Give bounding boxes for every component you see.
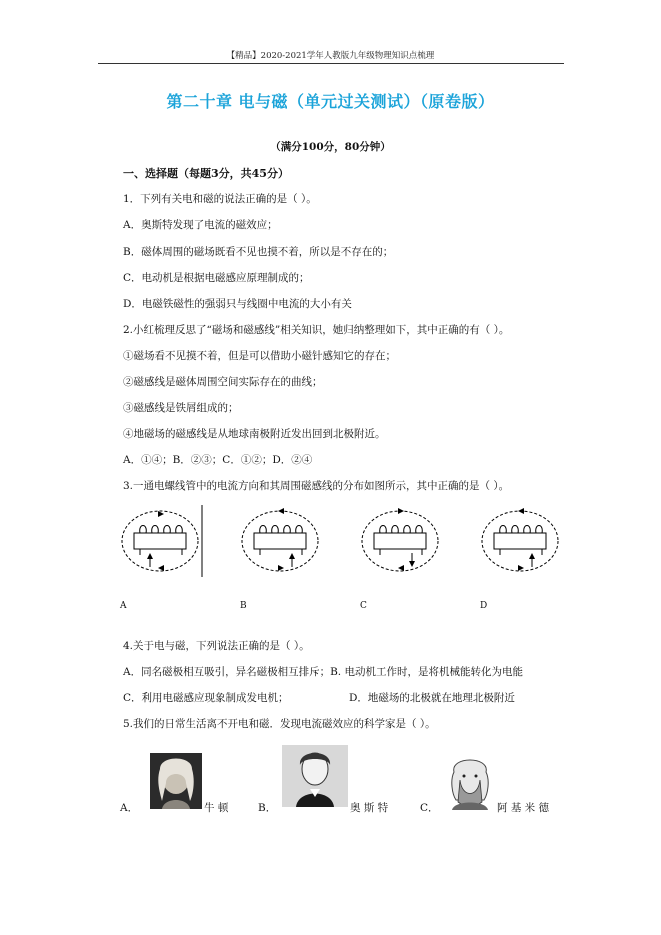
archimedes-portrait-image xyxy=(444,750,496,810)
solenoid-diagram-a xyxy=(118,505,204,577)
question-2-choices: A．①④；B．②③；C．①②；D．②④ xyxy=(123,454,313,466)
question-2-item-4: ④地磁场的磁感线是从地球南极附近发出回到北极附近。 xyxy=(123,428,386,440)
header-divider xyxy=(98,63,564,64)
solenoid-diagram-d xyxy=(478,505,564,577)
question-1-option-b: B．磁体周围的磁场既看不见也摸不着，所以是不存在的； xyxy=(123,246,394,258)
question-1-option-c: C．电动机是根据电磁感应原理制成的； xyxy=(123,272,310,284)
question-5-option-c-name: 阿 基 米 德 xyxy=(497,802,550,814)
diagram-label-c: C xyxy=(360,601,367,611)
question-5-stem: 5.我们的日常生活离不开电和磁．发现电流磁效应的科学家是（ ）。 xyxy=(123,718,436,730)
diagram-label-d: D xyxy=(480,601,488,611)
newton-portrait-image xyxy=(150,753,202,809)
page-header: 【精品】2020-2021学年人教版九年级物理知识点梳理 xyxy=(226,51,435,61)
question-4-stem: 4.关于电与磁，下列说法正确的是（ ）。 xyxy=(123,640,310,652)
question-2-item-1: ①磁场看不见摸不着，但是可以借助小磁针感知它的存在； xyxy=(123,350,396,362)
question-5-option-c-prefix: C． xyxy=(420,802,439,814)
question-3-stem: 3.一通电螺线管中的电流方向和其周围磁感线的分布如图所示，其中正确的是（ ）。 xyxy=(123,480,510,492)
question-2-stem: 2.小红梳理反思了“磁场和磁感线”相关知识，她归纳整理如下，其中正确的有（ ）。 xyxy=(123,324,510,336)
question-1-option-d: D．电磁铁磁性的强弱只与线圈中电流的大小有关 xyxy=(123,298,352,310)
question-4-options-ab: A．同名磁极相互吸引，异名磁极相互排斥；B. 电动机工作时，是将机械能转化为电能 xyxy=(123,666,523,678)
question-5-option-a-name: 牛 顿 xyxy=(204,802,229,814)
question-1-stem: 1．下列有关电和磁的说法正确的是（ ）。 xyxy=(123,193,317,205)
oersted-portrait-image xyxy=(282,745,348,807)
page-subtitle: （满分100分，80分钟） xyxy=(270,141,391,153)
question-4-option-d: D．地磁场的北极就在地理北极附近 xyxy=(349,692,515,704)
question-5-option-a-prefix: A． xyxy=(120,802,139,814)
question-1-option-a: A．奥斯特发现了电流的磁效应； xyxy=(123,219,278,231)
question-2-item-2: ②磁感线是磁体周围空间实际存在的曲线； xyxy=(123,376,323,388)
solenoid-diagram-c xyxy=(358,505,444,577)
diagram-label-b: B xyxy=(240,601,247,611)
question-5-option-b-prefix: B． xyxy=(258,802,277,814)
question-5-option-b-name: 奥 斯 特 xyxy=(350,802,389,814)
page-title: 第二十章 电与磁（单元过关测试）（原卷版） xyxy=(166,92,495,111)
question-4-option-c: C．利用电磁感应现象制成发电机； xyxy=(123,692,289,704)
section-heading: 一、选择题（每题3分，共45分） xyxy=(123,167,289,180)
diagram-label-a: A xyxy=(120,601,127,611)
question-2-item-3: ③磁感线是铁屑组成的； xyxy=(123,402,239,414)
solenoid-diagram-b xyxy=(238,505,324,577)
